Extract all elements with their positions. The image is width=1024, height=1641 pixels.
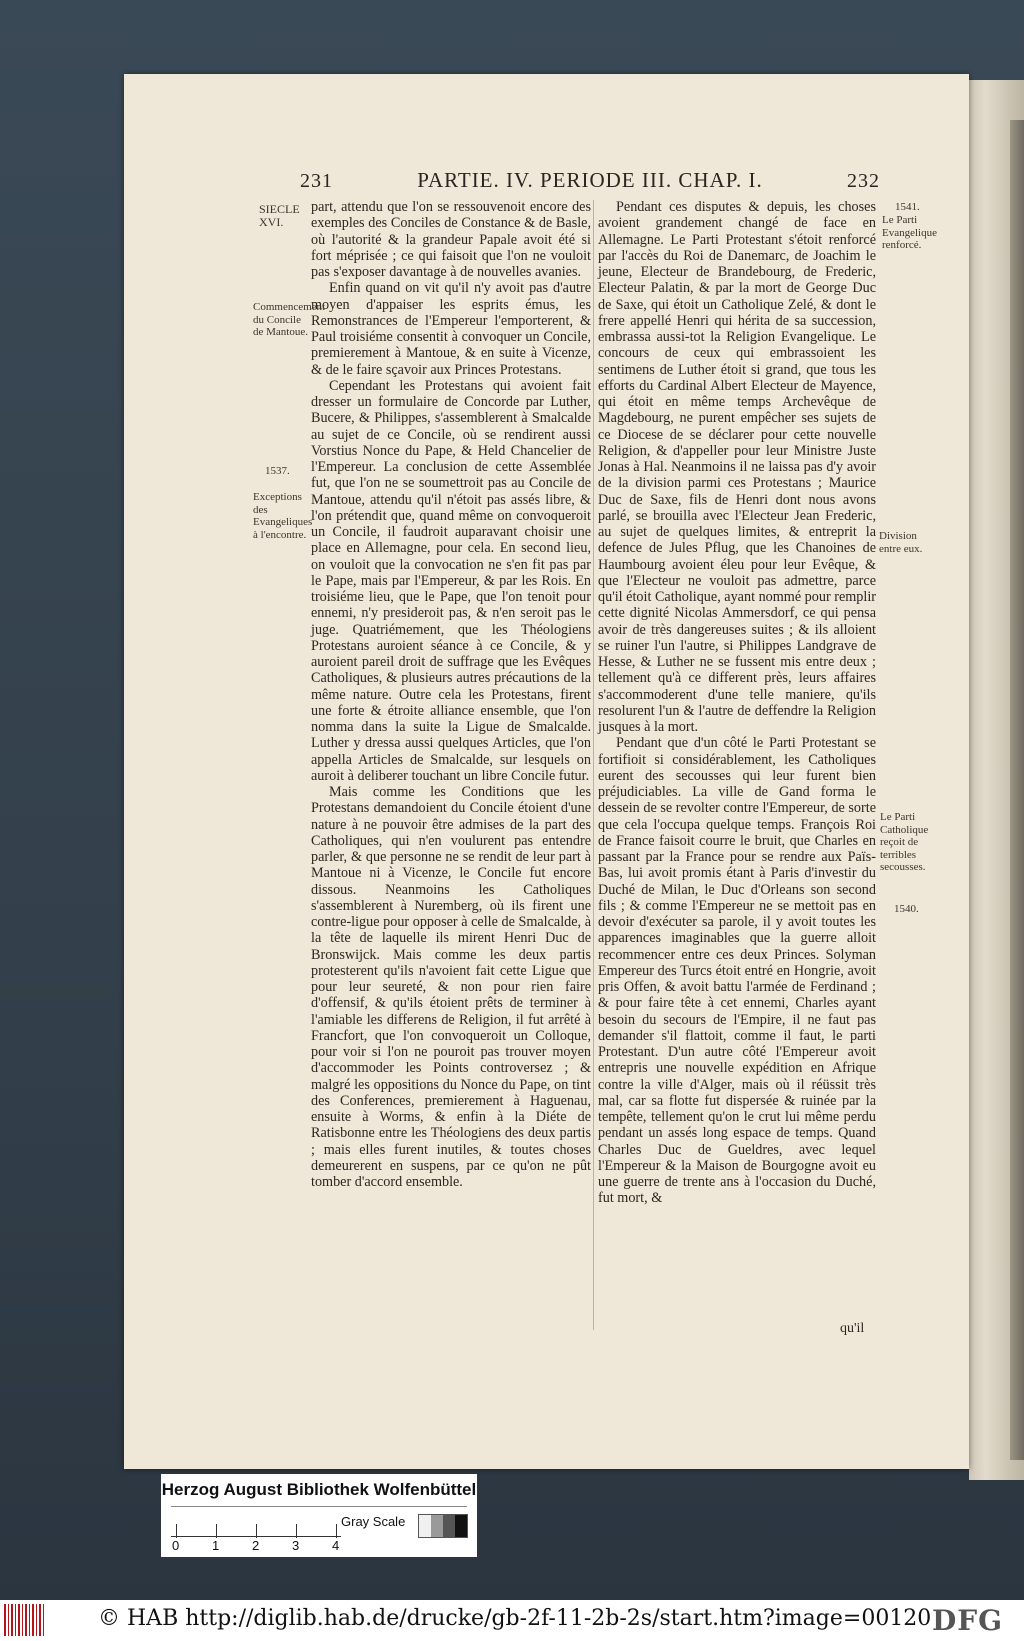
scale-tick [176, 1524, 177, 1538]
dfg-logo: DFG [932, 1604, 1004, 1637]
catchword: qu'il [840, 1321, 865, 1336]
library-color-card [161, 1474, 477, 1557]
right-text-column [598, 199, 876, 1207]
scale-tick [336, 1524, 337, 1538]
margin-note-parti-renforce: Le Parti Evangelique renforcé. [882, 214, 937, 251]
margin-note-exceptions: Exceptions des Evangeliques à l'encontre. [253, 491, 313, 541]
hab-logo-icon [4, 1604, 46, 1636]
page-number-right: 232 [847, 170, 880, 192]
scale-label: 1 [212, 1538, 220, 1553]
scale-label: 3 [292, 1538, 300, 1553]
margin-note-commencement: Commencement du Concile de Mantoue. [253, 301, 326, 338]
margin-note-year: 1537. [265, 465, 290, 477]
gray-scale-swatch [418, 1514, 468, 1538]
margin-note-division: Division entre eux. [879, 530, 923, 555]
running-header [300, 168, 880, 198]
margin-note-year: 1540. [894, 903, 919, 915]
copyright-url[interactable]: © HAB http://diglib.hab.de/drucke/gb-2f-11-2b-2s/start.htm?image=00120 [98, 1606, 932, 1631]
scale-tick [256, 1524, 257, 1538]
book-spine-edge [1010, 120, 1024, 1460]
left-text-column [311, 199, 591, 1190]
card-divider [171, 1506, 467, 1507]
library-name: Herzog August Bibliothek Wolfenbüttel [161, 1480, 477, 1499]
margin-note-year: 1541. [895, 201, 920, 213]
paragraph: Enfin quand on vit qu'il n'y avoit pas d'autre moyen d'appaiser les esprits émus, les Remonstrances de l'Empereur l'emporterent, & Paul troisiéme consentit à convoquer un Concile, premierement à Mantoue, & en suite à Vicenze, & de le faire sçavoir aux Princes Protestans. [311, 280, 591, 378]
column-divider [593, 200, 594, 1330]
scale-tick [296, 1524, 297, 1538]
scale-label: 4 [332, 1538, 340, 1553]
gray-scale-label: Gray Scale [341, 1514, 406, 1529]
running-title: PARTIE. IV. PERIODE III. CHAP. I. [417, 168, 763, 192]
paragraph: Cependant les Protestans qui avoient fait dresser un formulaire de Concorde par Luther, Bucere, & Philippes, s'assemblerent à Smalcalde au sujet de ce Concile, où se rendirent aussi Vorstius Nonce du Pape, & Held Chancelier de l'Empereur. La conclusion de cette Assemblée fut, que l'on ne se soumettroit pas au Concile de Mantoue, attendu qu'il n'étoit pas assés libre, & l'on prétendit que, quand même on convoqueroit un Concile, il faudroit auparavant choisir une place en Allemagne, pour cela. En second lieu, on vouloit que la convocation ne s'en fit pas par le Pape, mais par l'Empereur, & par les Rois. En troisiéme lieu, que le Pape, que l'on tenoit pour ennemi, n'y presideroit pas, & n'en seroit pas le juge. Quatriémement, que les Théologiens Protestans auroient séance à ce Concile, & y auroient pareil droit de suffrage que les Evêques Catholiques, & plusieurs autres précautions de la même nature. Outre cela les Protestans, firent une forte & étroite alliance ensemble, que l'on nomma dans la suite la Ligue de Smalcalde. Luther y dressa aussi quelques Articles, que l'on appella Articles de Smalcalde, sur lesquels on auroit à deliberer touchant un libre Concile futur. [311, 377, 591, 784]
scale-tick [216, 1524, 217, 1538]
paragraph: Mais comme les Conditions que les Protestans demandoient du Concile étoient d'une nature à ne pouvoir être admises de la part des Catholiques, qui n'en voulurent pas entendre parler, & que personne ne se rendit de leur part à Mantoue ni à Vicenze, le Concile fut encore dissous. Neanmoins les Catholiques s'assemblerent à Nuremberg, où ils firent une contre-ligue pour opposer à celle de Smalcalde, à la tête de laquelle ils mirent Henri Duc de Bronswijck. Mais comme les deux partis protesterent qu'ils n'avoient fait cette Ligue que pour leur seureté, & non pour rien faire d'offensif, & qu'ils étoient prêts de terminer à l'amiable les differens de Religion, il fut arrêté à Francfort, que l'on convoqueroit un Colloque, pour voir si l'on ne pouroit pas trouver moyen d'accommoder les Points controversez ; & malgré les oppositions du Nonce du Pape, on tint des Conferences, premierement à Haguenau, ensuite à Worms, & enfin à la Diéte de Ratisbonne entre les Théologiens des deux partis ; mais elles furent inutiles, & toutes choses demeurerent en suspens, par ce qu'on ne pût tomber d'accord ensemble. [311, 784, 591, 1190]
scale-label: 2 [252, 1538, 260, 1553]
page-number-left: 231 [300, 170, 333, 192]
paragraph: Pendant ces disputes & depuis, les choses avoient grandement changé de face en Allemagne. Le Parti Protestant s'étoit renforcé par l'accès du Roi de Danemarc, de Joachim le jeune, Electeur de Brandebourg, de Frederic, Electeur Palatin, & par la mort de George Duc de Saxe, qui étoit un Catholique Zelé, & dont le frere appellé Henri qui hérita de sa succession, embrassa aussi-tot la Religion Evangelique. Le concours de ceux qui embrassoient les sentimens de Luther étoit si grand, que tous les efforts du Cardinal Albert Electeur de Mayence, qui étoit en même temps Archevêque de Magdebourg, ne purent empêcher ses sujets de ce Diocese de se déclarer pour cette nouvelle Religion, & d'appeller pour leur Ministre Juste Jonas à Hal. Neanmoins il ne laissa pas d'y avoir de la division parmi ces Protestans ; Maurice Duc de Saxe, fils de Henri dont nous avons parlé, se brouilla avec l'Electeur Jean Frederic, au sujet de quelques limites, & entreprit la defence de Jules Pflug, que les Chanoines de Haumbourg avoient éleu pour leur Evêque, & que l'Electeur ne vouloit pas admettre, parce qu'il étoit Catholique, ayant nommé pour remplir cette dignité Nicolas Ammersdorf, ce qui pensa avoir de très dangereuses suites ; & ils alloient se ruiner l'un l'autre, si Philippes Landgrave de Hesse, & Luther ne se fussent mis entre deux ; tellement qu'à ce different près, leurs affaires s'accommoderent d'une telle maniere, qu'ils resolurent l'un & l'autre de deffendre la Religion jusques à la mort. [598, 199, 876, 735]
margin-note-siecle: SIECLE XVI. [259, 202, 300, 229]
paragraph: Pendant que d'un côté le Parti Protestant se fortifioit si considérablement, les Catholiques eurent des secousses qui leur furent bien préjudiciables. La ville de Gand forma le dessein de se revolter contre l'Empereur, de sorte que cela l'occupa quelque temps. François Roi de France faisoit courre le bruit, que Charles en passant par la France pour se rendre aux Païs-Bas, lui avoit promis étant à Paris d'investir du Duché de Milan, le Duc d'Orleans son second fils ; & comme l'Empereur ne se mettoit pas en devoir d'exécuter sa parole, il y avoit toutes les apparences imaginables que la guerre alloit recommencer entre ces deux Princes. Solyman Empereur des Turcs étoit entré en Hongrie, avoit pris Offen, & avoit battu l'armée de Ferdinand ; & pour faire tête à cet ennemi, Charles ayant besoin du secours de l'Empire, il ne faut pas demander s'il flattoit, comme il faut, le parti Protestant. D'un autre côté l'Empereur avoit entrepris une nouvelle expédition en Afrique contre la ville d'Alger, mais où il réüssit très mal, car sa flotte fut dispersée & ruinée par la tempête, tellement qu'on le crut lui même perdu pendant un assés long espace de temps. Quand Charles Duc de Gueldres, avec lequel l'Empereur & la Maison de Bourgogne avoit eu une guerre de trente ans à l'occasion du Duché, fut mort, & [598, 735, 876, 1207]
margin-note-parti-catholique: Le Parti Catholique reçoit de terribles secousses. [880, 811, 929, 873]
scale-label: 0 [172, 1538, 180, 1553]
paragraph: part, attendu que l'on se ressouvenoit encore des exemples des Conciles de Constance & de Basle, où l'autorité & la grandeur Papale avoit été si fort méprisée ; ce qui faisoit que l'on ne vouloit pas s'exposer davantage à de nouvelles avanies. [311, 199, 591, 280]
